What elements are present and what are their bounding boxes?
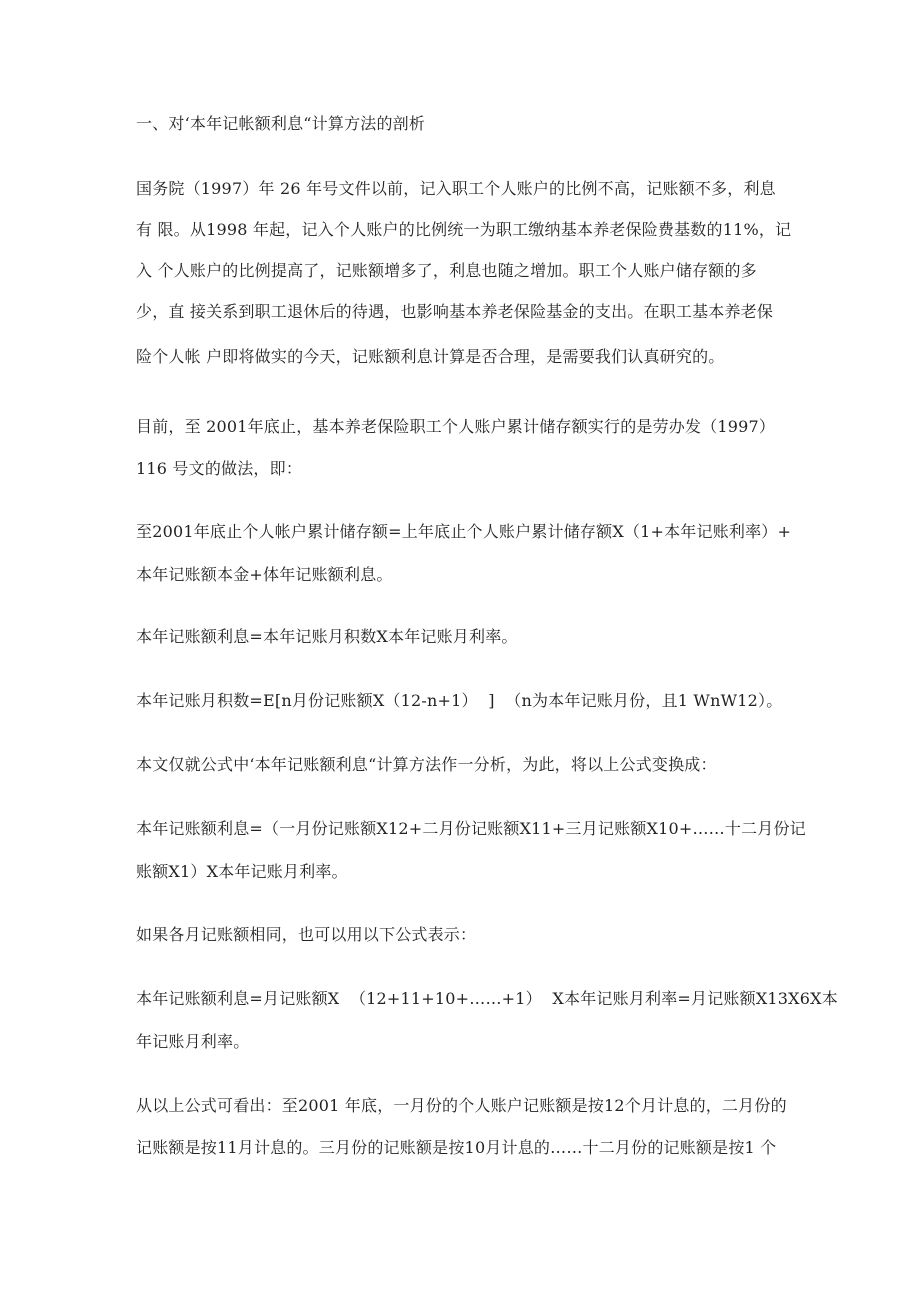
formula-line: 账额X1）X本年记账月利率。 [136, 862, 348, 881]
formula-line: 至2001年底止个人帐户累计储存额=上年底止个人账户累计储存额X（1+本年记账利率）+ [136, 522, 792, 541]
text-line: 116 号文的做法，即： [136, 459, 303, 478]
text-line: 有 限。从1998 年起，记入个人账户的比例统一为职工缴纳基本养老保险费基数的11%，记 [136, 220, 792, 239]
text-line: 国务院（1997）年 26 年号文件以前，记入职工个人账户的比例不高，记账额不多，利息 [136, 179, 776, 198]
text-line: 险个人帐 户即将做实的今天，记账额利息计算是否合理，是需要我们认真研究的。 [136, 347, 725, 366]
text-line: 从以上公式可看出：至2001 年底，一月份的个人账户记账额是按12个月计息的，二月份的 [136, 1096, 787, 1115]
formula-line: 本年记账额利息=本年记账月积数X本年记账月利率。 [136, 627, 518, 646]
text-line: 目前，至 2001年底止，基本养老保险职工个人账户累计储存额实行的是劳办发（1997） [136, 417, 776, 436]
formula-line: 本年记账额利息=月记账额X （12+11+10+……+1） X本年记账月利率=月记账额X13X6X本 [136, 989, 838, 1008]
text-line: 记账额是按11月计息的。三月份的记账额是按10月计息的……十二月份的记账额是按1 个 [136, 1138, 777, 1157]
formula-line: 本年记账额利息=（一月份记账额X12+二月份记账额X11+三月记账额X10+……十二月份记 [136, 819, 806, 838]
text-line: 本文仅就公式中‘本年记账额利息“计算方法作一分析，为此，将以上公式变换成： [136, 755, 717, 774]
section-heading: 一、对‘本年记帐额利息“计算方法的剖析 [136, 114, 426, 133]
formula-line: 本年记账月积数=E[n月份记账额X（12-n+1） ] （n为本年记账月份，且1 WnW12）。 [136, 691, 783, 710]
formula-line: 年记账月利率。 [136, 1032, 250, 1051]
text-line: 入 个人账户的比例提高了，记账额增多了，利息也随之增加。职工个人账户储存额的多 [136, 261, 757, 280]
text-line: 少，直 接关系到职工退休后的待遇，也影响基本养老保险基金的支出。在职工基本养老保 [136, 302, 774, 321]
text-line: 如果各月记账额相同，也可以用以下公式表示： [136, 925, 477, 944]
formula-line: 本年记账额本金+体年记账额利息。 [136, 565, 393, 584]
